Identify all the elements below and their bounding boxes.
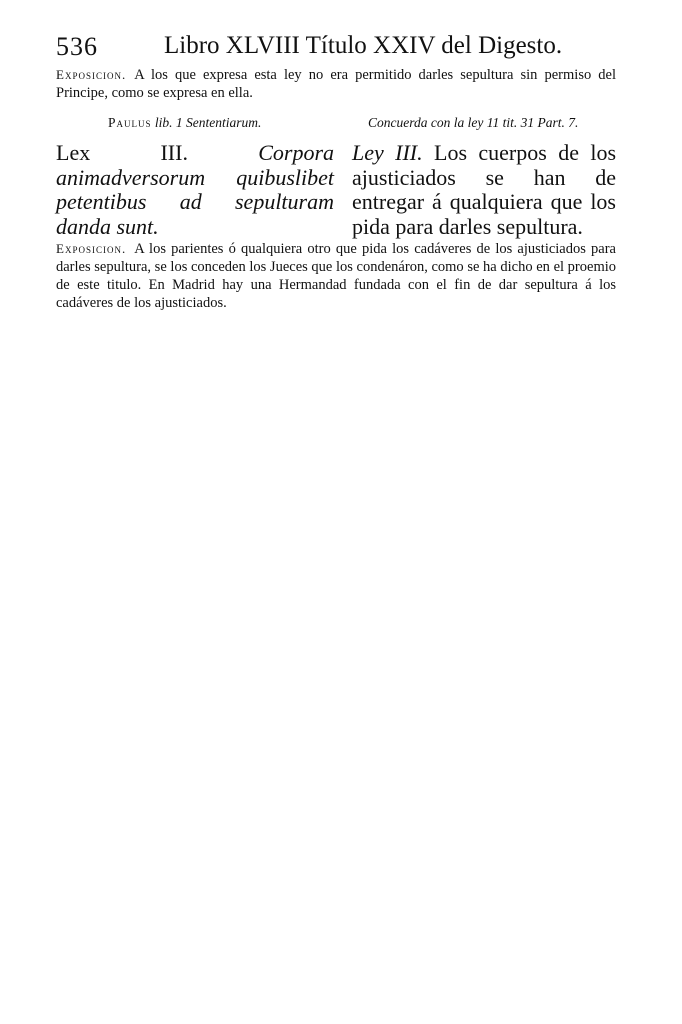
spanish-law-heading: Ley III. [352, 140, 423, 165]
exposicion-lead: Exposicion. [56, 241, 127, 256]
page-number: 536 [56, 32, 98, 61]
source-citation-right: Concuerda con la ley 11 tit. 31 Part. 7. [368, 115, 579, 130]
latin-law-body: Corpora animadversorum quibuslibet petentibus ad sepulturam danda sunt. [56, 140, 335, 239]
source-reference: lib. 1 Sententiarum. [154, 115, 262, 130]
exposicion-lead: Exposicion. [56, 67, 127, 82]
latin-law-text [56, 141, 334, 239]
running-head: Libro XLVIII Título XXIV del Digesto. [164, 32, 563, 59]
page-header [56, 30, 616, 64]
source-author: Paulus [108, 115, 152, 130]
spanish-law-body: Los cuerpos de los ajusticiados se han de entregar á qualquiera que los pida para darles sepultura. [352, 140, 617, 239]
exposicion-text: A los parientes ó qualquiera otro que pida los cadáveres de los ajusticiados para darles sepultura, se los conceden los Jueces que los condenáron, como se ha dicho en el proemio de este titulo. En Madrid hay una Hermandad fundada con el fin de dar sepultura á los cadáveres de los ajusticiados. [56, 241, 616, 311]
latin-law-heading: Lex III. [56, 140, 188, 165]
exposicion-paragraph-2 [56, 240, 616, 312]
exposicion-text: A los que expresa esta ley no era permitido darles sepultura sin permiso del Principe, como se expresa en ella. [56, 67, 616, 101]
spanish-law-text [352, 141, 616, 239]
exposicion-paragraph-1 [56, 66, 616, 102]
source-citation-left [108, 115, 261, 131]
